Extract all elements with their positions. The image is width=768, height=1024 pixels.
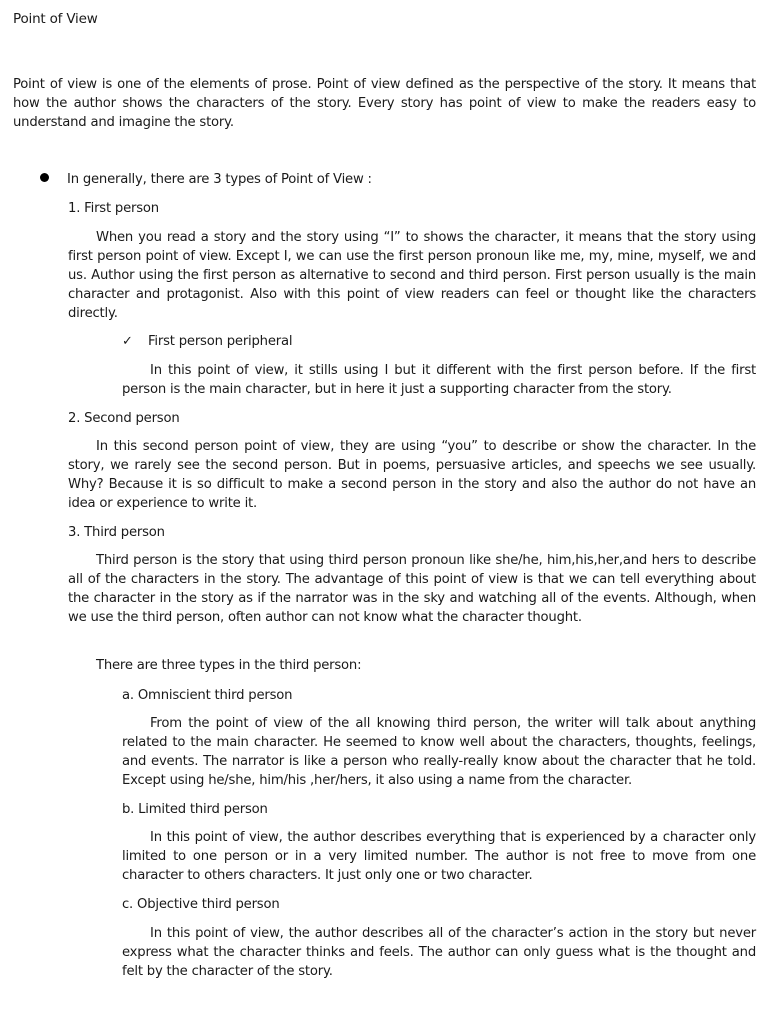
limited-heading: b. Limited third person [122, 802, 268, 817]
objective-heading: c. Objective third person [122, 897, 280, 912]
objective-paragraph: In this point of view, the author describes all of the character’s action in the story but never express what the character thinks and feels. The author can only guess what is the thought and felt by the character of the story. [122, 926, 756, 979]
first-person-paragraph: When you read a story and the story using “I” to shows the character, it means that the story using first person point of view. Except I, we can use the first person pronoun like me, my, mine, myself, we and us. Author using the first person as alternative to second and third person. First person usually is the main character and protagonist. Also with this point of view readers can feel or thought like the characters directly. [68, 230, 756, 321]
first-person-heading: 1. First person [68, 201, 159, 216]
limited-paragraph: In this point of view, the author describes everything that is experienced by a character only limited to one person or in a very limited number. The author is not free to move from one character to others characters. It just only one or two character. [122, 830, 756, 883]
document-title: Point of View [13, 11, 98, 27]
second-person-paragraph: In this second person point of view, they are using “you” to describe or show the character. In the story, we rarely see the second person. But in poems, persuasive articles, and speechs we see usually. Why? Because it is so difficult to make a second person in the story and also the author do not have an idea or experience to write it. [68, 439, 756, 511]
third-person-paragraph: Third person is the story that using third person pronoun like she/he, him,his,her,and hers to describe all of the characters in the story. The advantage of this point of view is that we can tell everything about the character in the story as if the narrator was in the sky and watching all of the events. Although, when we use the third person, often author can not know what the character thought. [68, 553, 756, 625]
omniscient-heading: a. Omniscient third person [122, 688, 293, 703]
third-person-heading: 3. Third person [68, 525, 165, 540]
omniscient-paragraph: From the point of view of the all knowing third person, the writer will talk about anything related to the main character. He seemed to know well about the characters, thoughts, feelings, and events. The narrator is like a person who really-really know about the character that he told. Except using he/she, him/his ,her/hers, it also using a name from the character. [122, 716, 756, 788]
first-person-peripheral-heading [122, 332, 292, 351]
first-person-peripheral-paragraph: In this point of view, it stills using I but it different with the first person before. If the first person is the main character, but in here it just a supporting character from the story. [122, 363, 756, 397]
intro-paragraph: Point of view is one of the elements of prose. Point of view defined as the perspective of the story. It means that how the author shows the characters of the story. Every story has point of view to make the readers easy to understand and imagine the story. [13, 77, 756, 130]
third-person-types-intro: There are three types in the third person: [96, 658, 362, 673]
first-person-peripheral-label: First person peripheral [148, 334, 293, 349]
bullet-text: In generally, there are 3 types of Point of View : [67, 172, 372, 187]
bullet-item [40, 170, 372, 189]
second-person-heading: 2. Second person [68, 411, 180, 426]
checkmark-icon: ✓ [122, 334, 133, 349]
bullet-dot-icon [40, 173, 49, 182]
